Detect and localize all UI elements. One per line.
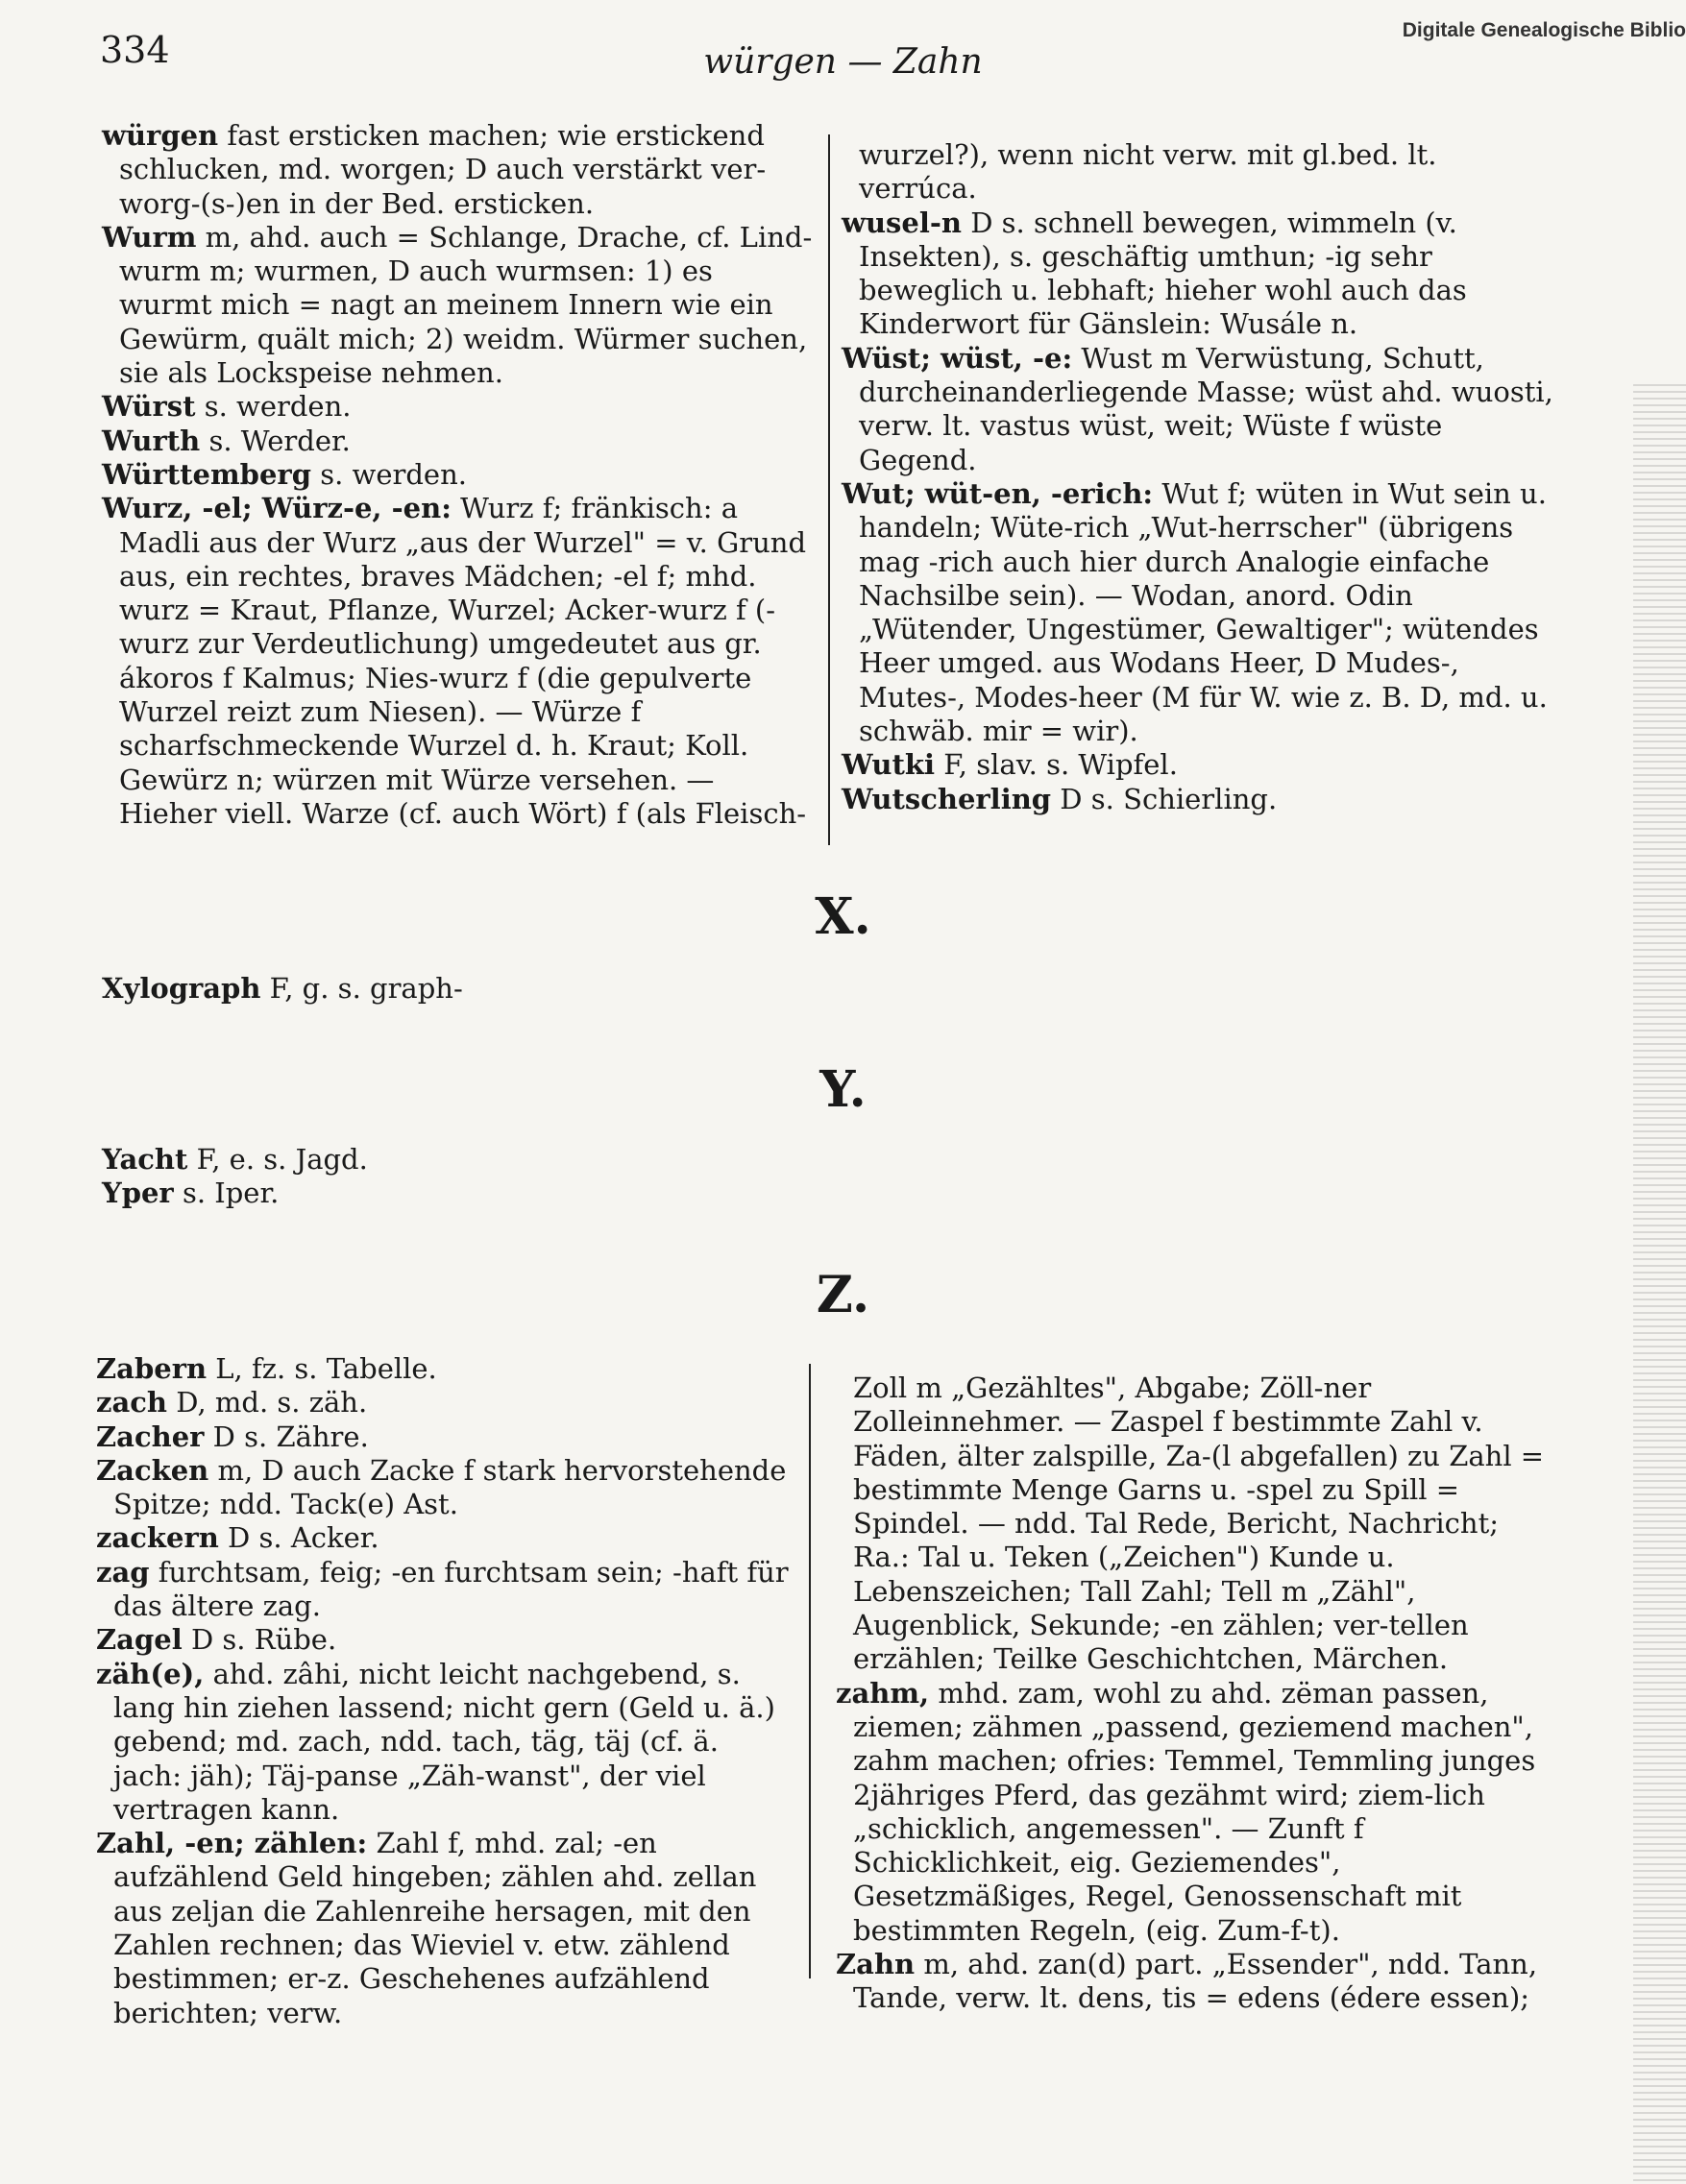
dictionary-entry <box>842 138 1560 206</box>
entry-text: s. werden. <box>320 457 467 491</box>
entry-text: Wust m Verwüstung, Schutt, durcheinanderliegende Masse; wüst ahd. wuosti, verw. lt. vastus wüst, weit; Wüste f wüste Gegend. <box>859 341 1553 476</box>
entry-text: D s. Zähre. <box>212 1420 369 1453</box>
entry-headword: Würst <box>102 390 196 424</box>
dictionary-entry <box>96 1454 795 1522</box>
entry-headword: Wutki <box>842 748 935 782</box>
entry-headword: Wurm <box>102 220 197 254</box>
entry-text: ahd. zâhi, nicht leicht nachgebend, s. lang hin ziehen lassend; nicht gern (Geld u. ä.) gebend; md. zach, ndd. tach, täg, täj (cf. ä. jach: jäh); Täj-panse „Zäh-wanst", der viel vertragen kann. <box>113 1657 775 1826</box>
dictionary-entry <box>102 972 1543 1006</box>
dictionary-entry <box>836 1677 1549 1948</box>
entry-headword: zäh(e), <box>96 1657 205 1690</box>
entry-text: s. Werder. <box>208 424 351 457</box>
column-divider <box>828 134 830 845</box>
entry-headword: Yacht <box>102 1143 188 1176</box>
w-left-column <box>102 119 813 831</box>
entry-text: D s. Acker. <box>228 1521 379 1555</box>
z-left-column <box>96 1352 795 2030</box>
entry-text: D s. Rübe. <box>190 1623 337 1657</box>
entry-text: mhd. zam, wohl zu ahd. zëman passen, ziemen; zähmen „passend, geziemend machen", zahm machen; ofries: Temmel, Temmling junges 2jähriges Pferd, das gezähmt wird; ziem-lich „schicklich, angemessen". — Zunft f Schicklichkeit, eig. Geziemendes", Gesetzmäßiges, Regel, Genossenschaft mit bestimmten Regeln, (eig. Zum-f-t). <box>853 1676 1536 1947</box>
dictionary-entry <box>836 1948 1549 2016</box>
entry-headword: Wurth <box>102 424 201 457</box>
dictionary-entry <box>96 1658 795 1827</box>
page-number: 334 <box>100 29 170 71</box>
entry-text: m, D auch Zacke f stark hervorstehende Spitze; ndd. Tack(e) Ast. <box>113 1453 787 1521</box>
entry-text: D s. Schierling. <box>1060 782 1278 815</box>
entry-headword: Wüst; wüst, -e: <box>842 341 1073 375</box>
dictionary-entry <box>96 1386 795 1420</box>
entry-headword: Xylograph <box>102 972 261 1005</box>
entry-headword: wusel-n <box>842 206 962 239</box>
dictionary-entry <box>842 206 1560 342</box>
entry-headword: Wurz, -el; Würz-e, -en: <box>102 492 452 525</box>
dictionary-entry <box>96 1521 795 1555</box>
x-entries <box>102 972 1543 1006</box>
entry-text: Zoll m „Gezähltes", Abgabe; Zöll-ner Zolleinnehmer. — Zaspel f bestimmte Zahl v. Fäden, älter zalspille, Za-(l abgefallen) zu Zahl = bestimmte Menge Garns u. -spel zu Spill = Spindel. — ndd. Tal Rede, Bericht, Nachricht; Ra.: Tal u. Teken („Zeichen") Kunde u. Lebenszeichen; Tall Zahl; Tell m „Zähl", Augenblick, Sekunde; -en zählen; ver-tellen erzählen; Teilke Geschichtchen, Märchen. <box>853 1371 1545 1676</box>
dictionary-entry <box>96 1623 795 1657</box>
entry-text: m, ahd. auch = Schlange, Drache, cf. Lind-wurm m; wurmen, D auch wurmsen: 1) es wurmt mich = nagt an meinem Innern wie ein Gewürm, quält mich; 2) weidm. Würmer suchen, sie als Lockspeise nehmen. <box>119 220 813 390</box>
entry-headword: zackern <box>96 1521 219 1555</box>
dictionary-entry <box>842 342 1560 477</box>
entry-headword: Zacken <box>96 1453 209 1487</box>
entry-text: fast ersticken machen; wie erstickend schlucken, md. worgen; D auch verstärkt ver-worg-(s-)en in der Bed. ersticken. <box>119 119 767 220</box>
entry-text: s. Iper. <box>182 1177 280 1209</box>
entry-text: D, md. s. zäh. <box>176 1386 368 1420</box>
dictionary-entry <box>96 1556 795 1624</box>
entry-headword: Wut; wüt-en, -erich: <box>842 476 1154 510</box>
w-right-column <box>842 138 1560 816</box>
entry-headword: Zahn <box>836 1948 916 1981</box>
entry-headword: zahm, <box>836 1676 930 1710</box>
entry-headword: Wutscherling <box>842 782 1052 815</box>
section-letter-y: Y. <box>819 1060 867 1119</box>
entry-headword: Württemberg <box>102 457 311 491</box>
entry-text: D s. schnell bewegen, wimmeln (v. Insekten), s. geschäftig umthun; -ig sehr beweglich u. lebhaft; hieher wohl auch das Kinderwort für Gänslein: Wusále n. <box>859 206 1467 341</box>
dictionary-entry <box>836 1371 1549 1677</box>
entry-text: wurzel?), wenn nicht verw. mit gl.bed. lt. verrúca. <box>859 138 1437 206</box>
entry-headword: Zahl, -en; zählen: <box>96 1827 368 1860</box>
dictionary-entry <box>102 390 813 424</box>
y-entries <box>102 1143 1543 1210</box>
entry-headword: zach <box>96 1386 168 1420</box>
dictionary-entry <box>102 425 813 458</box>
dictionary-entry <box>102 458 813 492</box>
entry-text: Zahl f, mhd. zal; -en aufzählend Geld hingeben; zählen ahd. zellan aus zeljan die Zahlenreihe hersagen, mit den Zahlen rechnen; das Wieviel v. etw. zählend bestimmen; er-z. Geschehenes aufzählend berichten; verw. <box>113 1827 757 2029</box>
dictionary-entry <box>102 221 813 390</box>
dictionary-entry <box>96 1352 795 1386</box>
dictionary-entry <box>96 1420 795 1454</box>
section-letter-z: Z. <box>816 1266 870 1324</box>
entry-headword: Zagel <box>96 1623 183 1657</box>
dictionary-entry <box>102 119 813 221</box>
entry-headword: würgen <box>102 119 219 152</box>
dictionary-entry <box>102 492 813 831</box>
entry-text: L, fz. s. Tabelle. <box>215 1352 437 1385</box>
dictionary-entry <box>102 1143 1543 1177</box>
z-right-column <box>836 1371 1549 2016</box>
watermark: Digitale Genealogische Biblio <box>1402 19 1686 41</box>
entry-text: Wurz f; fränkisch: a Madli aus der Wurz „aus der Wurzel" = v. Grund aus, ein rechtes, braves Mädchen; -el f; mhd. wurz = Kraut, Pflanze, Wurzel; Acker-wurz f (-wurz zur Verdeutlichung) umgedeutet aus gr. ákoros f Kalmus; Nies-wurz f (die gepulverte Wurzel reizt zum Niesen). — Würze f scharfschmeckende Wurzel d. h. Kraut; Koll. Gewürz n; würzen mit Würze versehen. — Hieher viell. Warze (cf. auch Wört) f (als Fleisch- <box>119 492 807 830</box>
dictionary-entry <box>96 1827 795 2030</box>
scan-edge-noise <box>1633 384 1686 2184</box>
dictionary-entry <box>102 1177 1543 1210</box>
entry-headword: Zabern <box>96 1352 208 1385</box>
entry-text: F, slav. s. Wipfel. <box>943 748 1178 782</box>
entry-text: F, e. s. Jagd. <box>196 1143 368 1176</box>
column-divider <box>809 1364 811 1978</box>
entry-headword: Yper <box>102 1177 174 1209</box>
entry-text: furchtsam, feig; -en furchtsam sein; -haft für das ältere zag. <box>113 1555 789 1623</box>
entry-text: s. werden. <box>204 390 352 424</box>
section-letter-x: X. <box>815 887 871 946</box>
dictionary-entry <box>842 748 1560 782</box>
dictionary-entry <box>842 783 1560 816</box>
entry-text: Wut f; wüten in Wut sein u. handeln; Wüte-rich „Wut-herrscher" (übrigens mag -rich auch hier durch Analogie einfache Nachsilbe sein). — Wodan, anord. Odin „Wütender, Ungestümer, Gewaltiger"; wütendes Heer umged. aus Wodans Heer, D Mudes-, Mutes-, Modes-heer (M für W. wie z. B. D, md. u. schwäb. mir = wir). <box>859 476 1548 748</box>
running-head: würgen — Zahn <box>703 42 983 82</box>
entry-text: F, g. s. graph- <box>269 972 463 1005</box>
entry-text: m, ahd. zan(d) part. „Essender", ndd. Tann, Tande, verw. lt. dens, tis = edens (édere essen); <box>853 1948 1538 2015</box>
dictionary-entry <box>842 477 1560 748</box>
entry-headword: Zacher <box>96 1420 205 1453</box>
entry-headword: zag <box>96 1555 150 1589</box>
